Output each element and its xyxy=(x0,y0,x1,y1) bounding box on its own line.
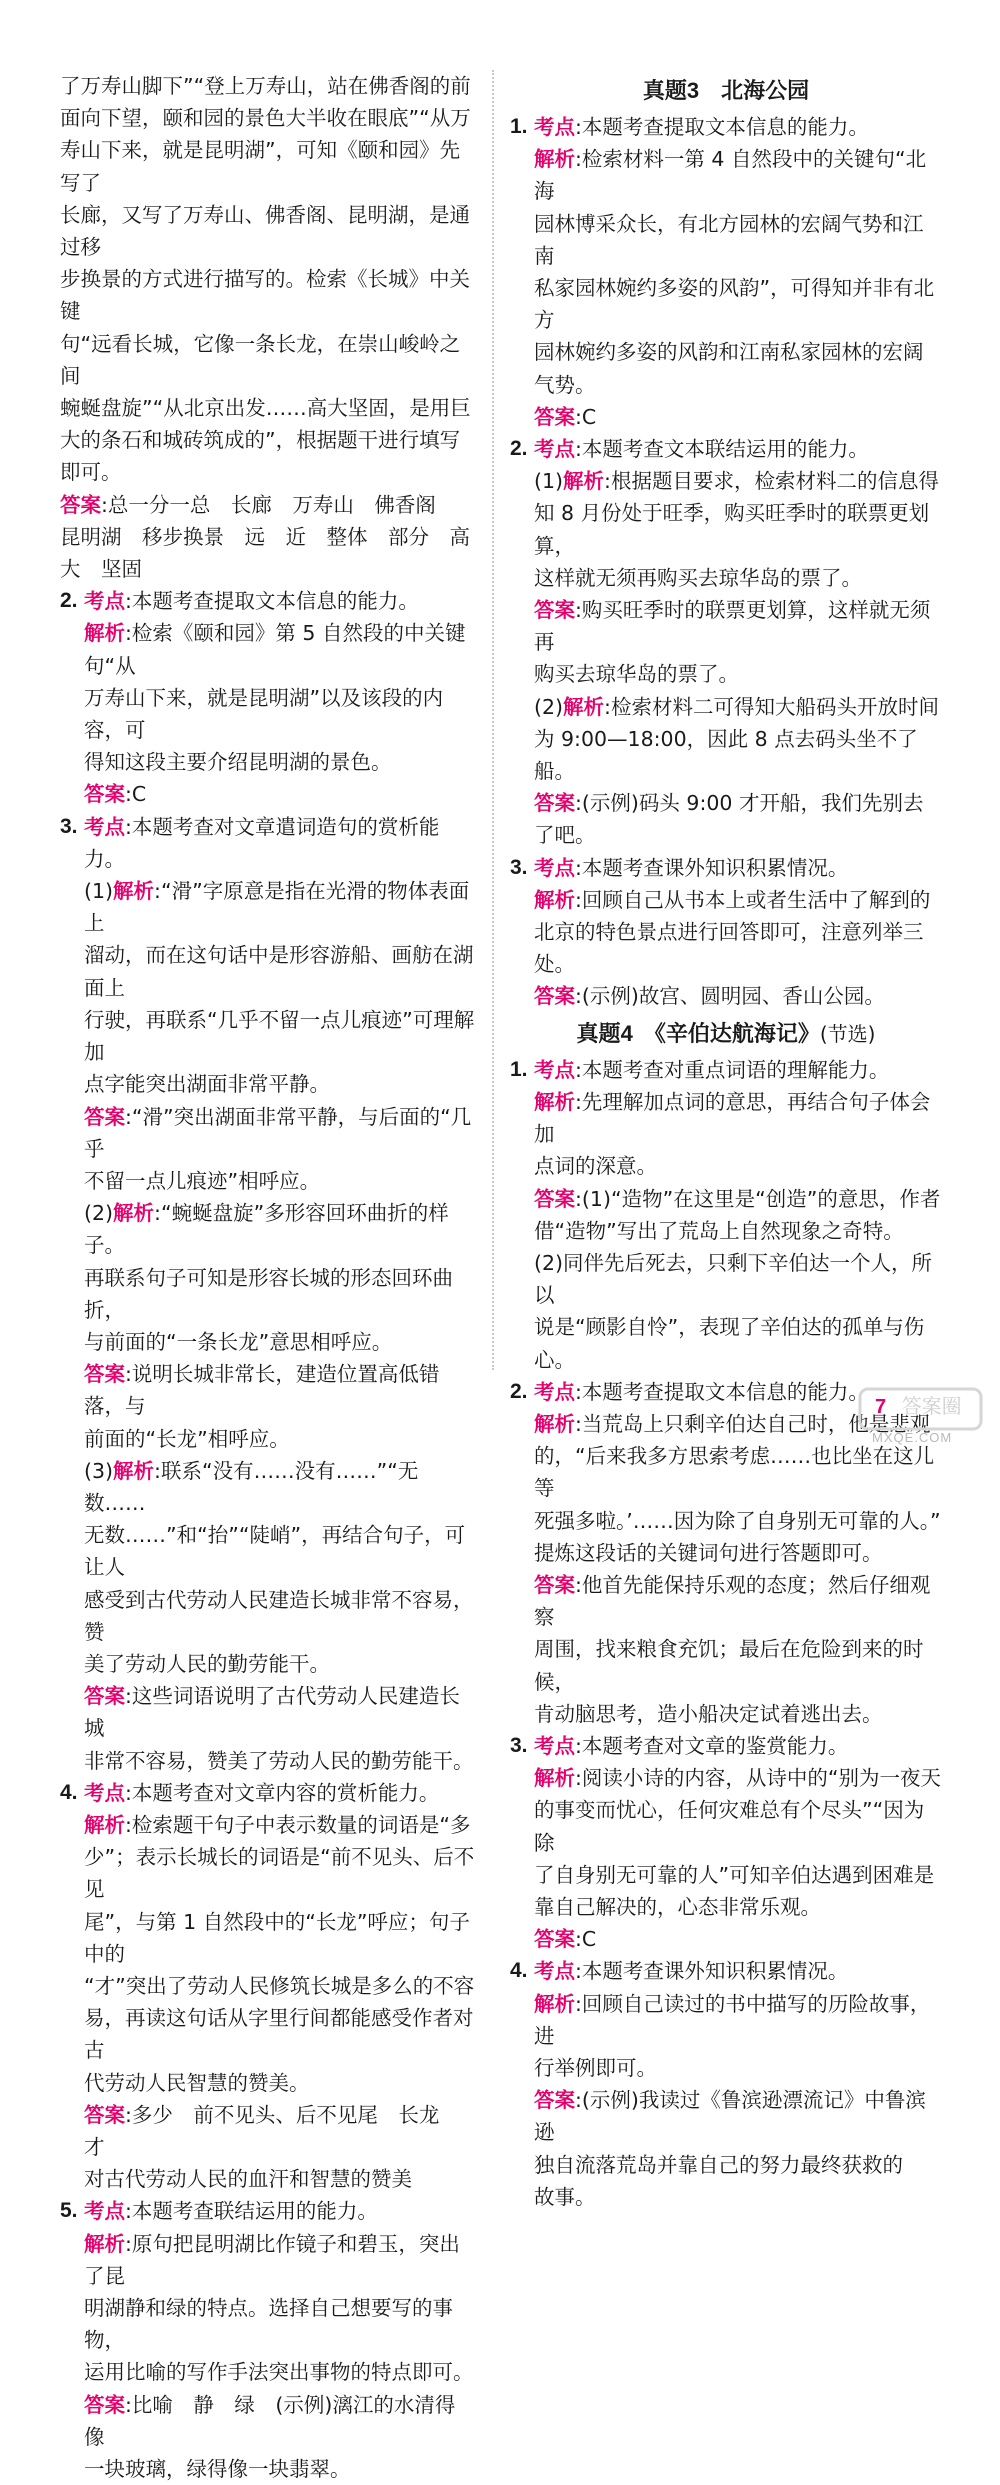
answer-label: 答案 xyxy=(84,1362,125,1387)
text-line: 少”；表示长城长的词语是“前不见头、后不见 xyxy=(84,1845,475,1902)
answer-label: 答案 xyxy=(534,984,575,1009)
text-line: 行驶，再联系“几乎不留一点儿痕迹”可理解加 xyxy=(84,1007,475,1065)
text-line: 周围，找来粮食充饥；最后在危险到来的时候， xyxy=(534,1637,924,1694)
text-line: 无数……”和“抬”“陡峭”，再结合句子，可让人 xyxy=(84,1523,466,1580)
answer-label: 答案 xyxy=(534,404,575,429)
text-line: 步换景的方式进行描写的。检索《长城》中关键 xyxy=(60,267,470,324)
text-line: 靠自己解决的，心态非常乐观。 xyxy=(534,1894,821,1919)
text-line: 点字能突出湖面非常平静。 xyxy=(84,1072,330,1097)
text-line: 知 8 月份处于旺季，购买旺季时的联票更划算， xyxy=(534,501,930,558)
text-line: 句“远看长城，它像一条长龙，在崇山峻岭之间 xyxy=(60,331,461,388)
text-line: 为 9:00—18:00，因此 8 点去码头坐不了船。 xyxy=(534,726,918,784)
text-line: 前面的“长龙”相呼应。 xyxy=(84,1426,290,1451)
text-line: 寿山下来，就是昆明湖”，可知《颐和园》先写了 xyxy=(60,138,461,195)
text-line: 与前面的“一条长龙”意思相呼应。 xyxy=(84,1329,393,1354)
question-number: 2. xyxy=(60,589,78,613)
text-line: 私家园林婉约多姿的风韵”，可得知并非有北方 xyxy=(534,276,935,333)
kaodian-label: 考点 xyxy=(534,1379,575,1404)
text-line: 购买去琼华岛的票了。 xyxy=(534,662,739,687)
text-line: 这样就无须再购买去琼华岛的票了。 xyxy=(534,565,862,590)
answer-label: 答案 xyxy=(534,598,575,623)
t4-question-2: 2. 考点:本题考查提取文本信息的能力。 解析:当荒岛上只剩辛伯达自己时，他是悲观 的，“后来我多方思索考虑……也比坐在这儿等 死强多啦。’……因为除了自身别无可靠的人。” 提炼这段话的关键词句进行答题即可。 答案:他首先能保持乐观的态度；然后仔细观察 周围，找来粮食充饥；最后在危险到来的时候， 肯动脑思考，造小船决定试着逃出去。 xyxy=(510,1376,942,1730)
question-number: 5. xyxy=(60,2199,78,2223)
kaodian-label: 考点 xyxy=(534,437,575,462)
text-line: 提炼这段话的关键词句进行答题即可。 xyxy=(534,1540,883,1565)
question-number: 4. xyxy=(510,1959,528,1983)
kaodian-label: 考点 xyxy=(84,1780,125,1805)
text-line: 的，“后来我多方思索考虑……也比坐在这儿等 xyxy=(534,1444,935,1501)
question-number: 3. xyxy=(510,1733,528,1757)
t4-question-1: 1. 考点:本题考查对重点词语的理解能力。 解析:先理解加点词的意思，再结合句子体会加 点词的深意。 答案:(1)“造物”在这里是“创造”的意思，作者 借“造物”写出了荒岛上自然现象之奇特。 (2)同伴先后死去，只剩下辛伯达一个人，所以 说是“顾影自怜”，表现了辛伯达的孤单与伤心。 xyxy=(510,1054,942,1376)
section-title-3: 真题3 北海公园 xyxy=(642,78,810,104)
kaodian-label: 考点 xyxy=(84,2199,125,2224)
jiexi-label: 解析 xyxy=(563,694,605,719)
text-line: 易，再读这句话从字里行间都能感受作者对古 xyxy=(84,2006,474,2063)
question-5: 5. 考点:本题考查联结运用的能力。 解析:原句把昆明湖比作镜子和碧玉，突出了昆 明湖静和绿的特点。选择自己想要写的事物， 运用比喻的写作手法突出事物的特点即可。 答案:比喻 静 绿 (示例)漓江的水清得像 一块玻璃，绿得像一块翡翠。 xyxy=(60,2195,475,2485)
text-line: 园林博采众长，有北方园林的宏阔气势和江南 xyxy=(534,211,924,268)
text-line: 溜动，而在这句话中是形容游船、画舫在湖面上 xyxy=(84,943,474,1000)
kaodian-label: 考点 xyxy=(84,589,125,614)
answer-line: 答案:总一分一总 长廊 万寿山 佛香阁 xyxy=(60,492,436,517)
answer-label: 答案 xyxy=(84,1684,125,1709)
text-line: 大 坚固 xyxy=(60,557,142,582)
t4-question-3: 3. 考点:本题考查对文章的鉴赏能力。 解析:阅读小诗的内容，从诗中的“别为一夜天 的事变而忧心，任何灾难总有个尽头”“因为除 了自身别无可靠的人”可知辛伯达遇到困难是 靠自己解决的，心态非常乐观。 答案:C xyxy=(510,1730,942,1955)
text-line: 非常不容易，赞美了劳动人民的勤劳能干。 xyxy=(84,1748,474,1773)
question-number: 2. xyxy=(510,1379,528,1403)
kaodian-label: 考点 xyxy=(534,1959,575,1984)
question-4: 4. 考点:本题考查对文章内容的赏析能力。 解析:检索题干句子中表示数量的词语是“多 少”；表示长城长的词语是“前不见头、后不见 尾”，与第 1 自然段中的“长龙”呼应；句子中的 “才”突出了劳动人民修筑长城是多么的不容 易，再读这句话从字里行间都能感受作者对古 代劳动人民智慧的赞美。 答案:多少 前不见头、后不见尾 长龙 才 对古代劳动人民的血汗和智慧的赞美 xyxy=(60,1777,475,2196)
text-line: 昆明湖 移步换景 远 近 整体 部分 高 xyxy=(60,524,470,549)
text-line: 得知这段主要介绍昆明湖的景色。 xyxy=(84,750,392,775)
text-line: 明湖静和绿的特点。选择自己想要写的事物， xyxy=(84,2296,453,2353)
question-number: 3. xyxy=(510,855,528,879)
jiexi-label: 解析 xyxy=(534,1766,575,1791)
text-line: 感受到古代劳动人民建造长城非常不容易，赞 xyxy=(84,1587,474,1644)
jiexi-label: 解析 xyxy=(84,621,125,646)
text-line: 的事变而忧心，任何灾难总有个尽头”“因为除 xyxy=(534,1798,925,1855)
text-line: 代劳动人民智慧的赞美。 xyxy=(84,2070,310,2095)
question-2: 2. 考点:本题考查提取文本信息的能力。 解析:检索《颐和园》第 5 自然段的中关键句“从 万寿山下来，就是昆明湖”以及该段的内容，可 得知这段主要介绍昆明湖的景色。 答案:C xyxy=(60,585,475,810)
text-line: 行举例即可。 xyxy=(534,2055,657,2080)
jiexi-label: 解析 xyxy=(113,1458,155,1483)
answer-label: 答案 xyxy=(60,492,101,517)
answer-label: 答案 xyxy=(534,791,575,816)
question-number: 4. xyxy=(60,1780,78,1804)
text-line: 死强多啦。’……因为除了自身别无可靠的人。” xyxy=(534,1508,941,1533)
text-line: 再联系句子可知是形容长城的形态回环曲折， xyxy=(84,1265,453,1322)
page-number: 7 答案圈 xyxy=(875,1396,962,1418)
answer-label: 答案 xyxy=(84,2392,125,2417)
text-line: 大的条石和城砖筑成的”，根据题干进行填写 xyxy=(60,428,461,453)
text-line: 不留一点儿痕迹”相呼应。 xyxy=(84,1168,321,1193)
answer-label: 答案 xyxy=(534,1927,575,1952)
left-column xyxy=(60,70,475,2485)
answer-label: 答案 xyxy=(84,2102,125,2127)
answer-label: 答案 xyxy=(84,1104,125,1129)
kaodian-label: 考点 xyxy=(534,115,575,139)
text-line: 北京的特色景点进行回答即可，注意列举三处。 xyxy=(534,920,924,977)
jiexi-label: 解析 xyxy=(113,879,155,904)
text-line: 了自身别无可靠的人”可知辛伯达遇到困难是 xyxy=(534,1862,935,1887)
answer-label: 答案 xyxy=(534,1186,575,1211)
text-line: 了万寿山脚下”“登上万寿山，站在佛香阁的前 xyxy=(60,74,471,98)
kaodian-label: 考点 xyxy=(534,1057,575,1082)
question-number: 3. xyxy=(60,814,78,838)
jiexi-label: 解析 xyxy=(563,469,605,494)
text-line: 了吧。 xyxy=(534,823,596,848)
text-line: 尾”，与第 1 自然段中的“长龙”呼应；句子中的 xyxy=(84,1909,470,1966)
text-line: 面向下望，颐和园的景色大半收在眼底”“从万 xyxy=(60,106,471,131)
question-number: 1. xyxy=(510,115,528,138)
text-line: 故事。 xyxy=(534,2184,596,2209)
text-line: 借“造物”写出了荒岛上自然现象之奇特。 xyxy=(534,1218,904,1243)
text-line: 长廊，又写了万寿山、佛香阁、昆明湖，是通过移 xyxy=(60,202,470,260)
question-number: 2. xyxy=(510,437,528,461)
kaodian-label: 考点 xyxy=(84,814,125,839)
jiexi-label: 解析 xyxy=(113,1201,155,1226)
column-divider xyxy=(492,70,494,1370)
jiexi-label: 解析 xyxy=(534,147,575,172)
text-line: (2)同伴先后死去，只剩下辛伯达一个人，所以 xyxy=(534,1250,933,1308)
jiexi-label: 解析 xyxy=(84,2231,125,2256)
t3-question-1: 1. 考点:本题考查提取文本信息的能力。 解析:检索材料一第 4 自然段中的关键句“北海 园林博采众长，有北方园林的宏阔气势和江南 私家园林婉约多姿的风韵”，可得知并非有北方 园林婉约多姿的风韵和江南私家园林的宏阔 气势。 答案:C xyxy=(510,111,942,433)
watermark-chars: 答案圈 xyxy=(901,1396,962,1418)
jiexi-label: 解析 xyxy=(534,1411,575,1436)
question-number: 1. xyxy=(510,1057,528,1081)
text-line: 美了劳动人民的勤劳能干。 xyxy=(84,1651,330,1676)
text-line: 一块玻璃，绿得像一块翡翠。 xyxy=(84,2457,351,2482)
text-line: 蜿蜒盘旋”“从北京出发……高大坚固，是用巨 xyxy=(60,396,471,421)
text-line: 万寿山下来，就是昆明湖”以及该段的内容，可 xyxy=(84,685,444,743)
section-title-4: 真题4 《辛伯达航海记》(节选) xyxy=(576,1020,876,1047)
text-line: “才”突出了劳动人民修筑长城是多么的不容 xyxy=(84,1973,475,1998)
watermark-url: MXQE.COM xyxy=(872,1430,953,1445)
answer-label: 答案 xyxy=(534,2088,575,2113)
text-line: 说是“顾影自怜”，表现了辛伯达的孤单与伤心。 xyxy=(534,1315,925,1372)
right-column xyxy=(510,70,942,2213)
t4-question-4: 4. 考点:本题考查课外知识积累情况。 解析:回顾自己读过的书中描写的历险故事，进 行举例即可。 答案:(示例)我读过《鲁滨逊漂流记》中鲁滨逊 独自流落荒岛并靠自己的努力最终获救的 故事。 xyxy=(510,1955,942,2213)
t3-question-2: 2. 考点:本题考查文本联结运用的能力。 (1)解析:根据题目要求，检索材料二的信息得 知 8 月份处于旺季，购买旺季时的联票更划算， 这样就无须再购买去琼华岛的票了。 答案:购买旺季时的联票更划算，这样就无须再 购买去琼华岛的票了。 (2)解析:检索材料二可得知大船码头开放时间 为 9:00—18:00，因此 8 点去码头坐不了船。 答案:(示例)码头 9:00 才开船，我们先别去 了吧。 xyxy=(510,433,942,852)
intro-continuation xyxy=(60,70,475,585)
jiexi-label: 解析 xyxy=(534,887,575,912)
jiexi-label: 解析 xyxy=(534,1089,575,1114)
text-line: 园林婉约多姿的风韵和江南私家园林的宏阔 xyxy=(534,340,924,365)
t3-question-3: 3. 考点:本题考查课外知识积累情况。 解析:回顾自己从书本上或者生活中了解到的 北京的特色景点进行回答即可，注意列举三处。 答案:(示例)故宫、圆明园、香山公园。 xyxy=(510,852,942,1013)
text-line: 即可。 xyxy=(60,460,122,485)
kaodian-label: 考点 xyxy=(534,855,575,880)
jiexi-label: 解析 xyxy=(534,1991,575,2016)
answer-label: 答案 xyxy=(534,1572,575,1597)
text-line: 肯动脑思考，造小船决定试着逃出去。 xyxy=(534,1701,883,1726)
answer-label: 答案 xyxy=(84,782,125,807)
question-3: 3. 考点:本题考查对文章遣词造句的赏析能力。 (1)解析:“滑”字原意是指在光滑的物体表面上 溜动，而在这句话中是形容游船、画舫在湖面上 行驶，再联系“几乎不留一点儿痕迹”可理解加 点字能突出湖面非常平静。 答案:“滑”突出湖面非常平静，与后面的“几乎 不留一点儿痕迹”相呼应。 (2)解析:“蜿蜒盘旋”多形容回环曲折的样子。 再联系句子可知是形容长城的形态回环曲折， 与前面的“一条长龙”意思相呼应。 答案:说明长城非常长，建造位置高低错落，与 前面的“长龙”相呼应。 (3)解析:联系“没有……没有……”“无数…… 无数……”和“抬”“陡峭”，再结合句子，可让人 感受到古代劳动人民建造长城非常不容易，赞 美了劳动人民的勤劳能干。 答案:这些词语说明了古代劳动人民建造长城 非常不容易，赞美了劳动人民的勤劳能干。 xyxy=(60,811,475,1777)
kaodian-label: 考点 xyxy=(534,1733,575,1758)
jiexi-label: 解析 xyxy=(84,1812,125,1837)
text-line: 气势。 xyxy=(534,372,596,397)
text-line: 运用比喻的写作手法突出事物的特点即可。 xyxy=(84,2360,474,2385)
text-line: 点词的深意。 xyxy=(534,1154,657,1179)
text-line: 对古代劳动人民的血汗和智慧的赞美 xyxy=(84,2167,412,2192)
text-line: 独自流落荒岛并靠自己的努力最终获救的 xyxy=(534,2152,903,2177)
